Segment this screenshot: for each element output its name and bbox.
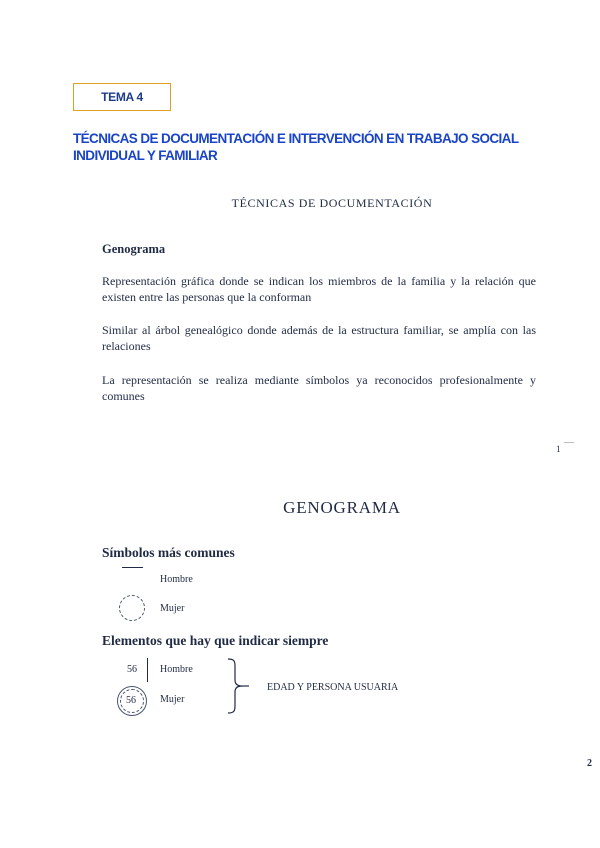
genograma-label: Genograma <box>102 242 166 256</box>
section-title: TÉCNICAS DE DOCUMENTACIÓN <box>231 196 433 210</box>
paragraph-3: La representación se realiza mediante símbolos ya reconocidos profesionalmente y comunes <box>102 373 536 403</box>
curly-bracket-icon <box>226 658 250 714</box>
tema-label <box>73 83 171 111</box>
main-title <box>73 130 543 164</box>
bracket-label: EDAD Y PERSONA USUARIA <box>267 682 399 693</box>
mujer-symbol-icon <box>119 595 145 621</box>
mujer-label: Mujer <box>160 603 185 614</box>
page-number: 2 <box>587 758 592 769</box>
genograma-title: GENOGRAMA <box>283 498 401 517</box>
hombre-age-line-icon <box>147 658 148 682</box>
paragraph-1: Representación gráfica donde se indican los miembros de la familia y la relación que existen entre las personas que la conforman <box>102 274 536 304</box>
hombre-symbol-icon <box>122 567 143 568</box>
age-mujer: 56 <box>126 695 136 706</box>
hombre-label: Hombre <box>160 574 193 585</box>
page-mark-icon <box>564 442 574 447</box>
elementos-title: Elementos que hay que indicar siempre <box>102 633 329 648</box>
paragraph-2: Similar al árbol genealógico donde además de la estructura familiar, se amplía con las relaciones <box>102 323 536 353</box>
age-hombre: 56 <box>127 664 137 675</box>
simbolos-title: Símbolos más comunes <box>102 545 235 560</box>
main-title-line1: TÉCNICAS DE DOCUMENTACIÓN E INTERVENCIÓN EN TRABAJO SOCIAL <box>73 131 519 146</box>
tema-label-text: TEMA 4 <box>101 90 143 104</box>
main-title-line2: INDIVIDUAL Y FAMILIAR <box>73 148 218 163</box>
hombre-label-2: Hombre <box>160 664 193 675</box>
mujer-label-2: Mujer <box>160 694 185 705</box>
slide-page-number: 1 <box>556 444 561 454</box>
